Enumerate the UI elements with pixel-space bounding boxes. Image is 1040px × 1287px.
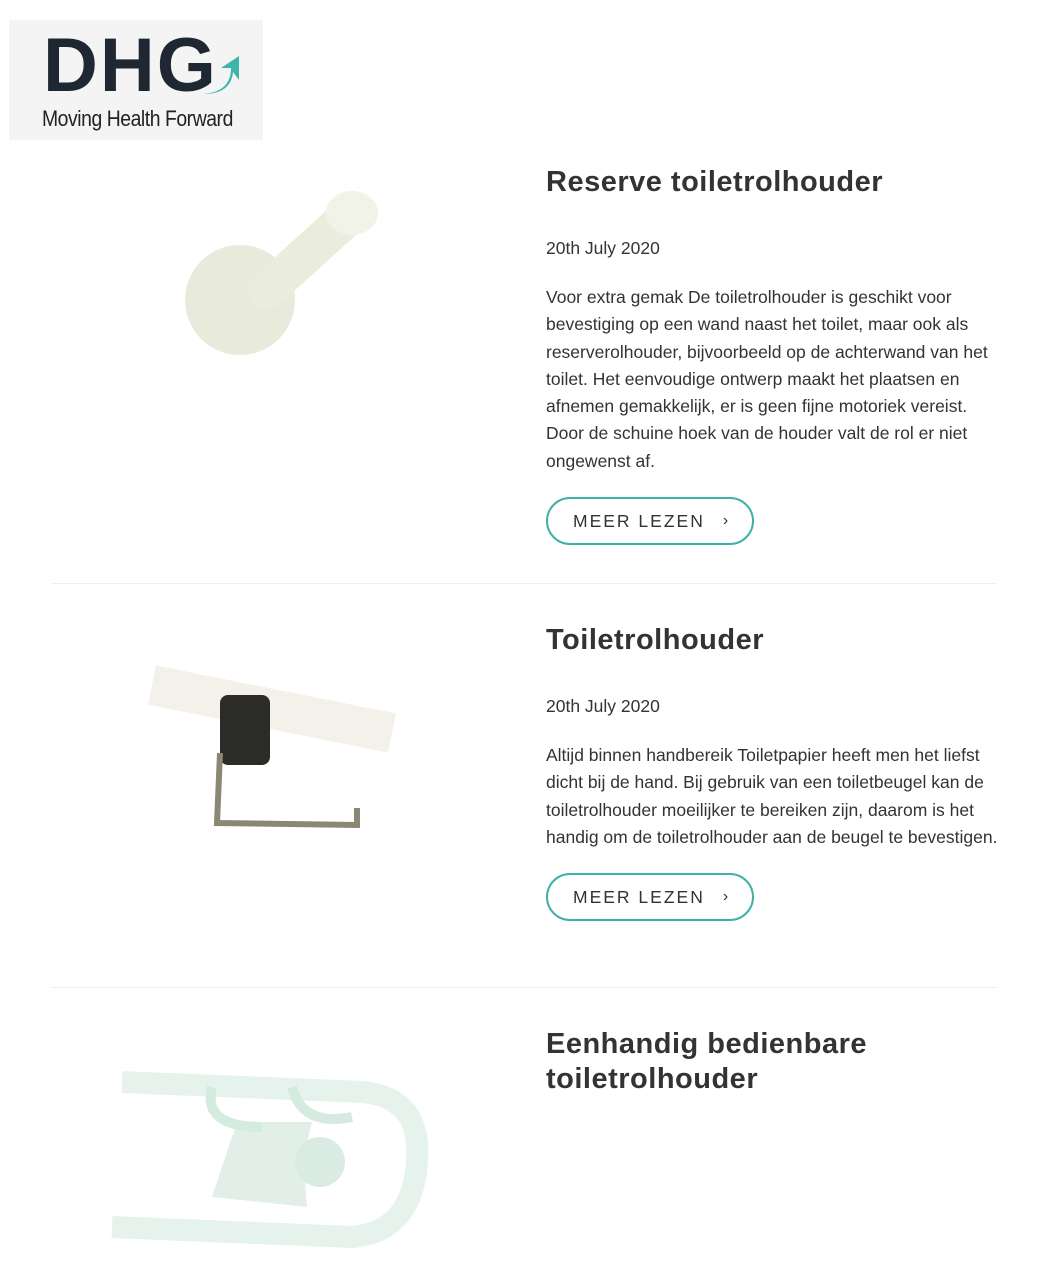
article-title[interactable]: Eenhandig bedienbare toiletrolhouder	[546, 1028, 867, 1095]
read-more-label: MEER LEZEN	[573, 510, 705, 531]
logo-tagline: Moving Health Forward	[42, 106, 233, 131]
article-title[interactable]: Reserve toiletrolhouder	[546, 166, 884, 198]
product-image-toiletrolhouder	[52, 623, 502, 883]
article-excerpt: Altijd binnen handbereik Toiletpapier heeft men het liefst dicht bij de hand. Bij gebruik van een toiletbeugel kan de toiletrolhouder moeilijker te bereiken zijn, daarom is het handig om de toiletrolhouder aan de beugel te bevestigen.	[546, 745, 998, 847]
product-image-reserve-holder	[52, 165, 502, 425]
divider	[52, 987, 997, 988]
chevron-right-icon: ›	[722, 888, 731, 906]
article-date: 20th July 2020	[546, 696, 660, 716]
chevron-right-icon: ›	[722, 512, 731, 530]
logo-letters: DHG	[43, 23, 218, 108]
read-more-button[interactable]	[546, 497, 754, 545]
article-date: 20th July 2020	[546, 238, 660, 258]
article-title[interactable]: Toiletrolhouder	[546, 624, 765, 656]
logo-arrow-icon	[201, 56, 241, 96]
product-image-eenhandig-holder	[52, 1027, 502, 1287]
article-excerpt: Voor extra gemak De toiletrolhouder is geschikt voor bevestiging op een wand naast het toilet, maar ook als reserverolhouder, bijvoorbeeld op de achterwand van het toilet. Het eenvoudige ontwerp maakt het plaatsen en afnemen gemakkelijk, er is geen fijne motoriek vereist. Door de schuine hoek van de houder valt de rol er niet ongewenst af.	[546, 287, 988, 471]
dhg-logo[interactable]	[9, 20, 263, 140]
read-more-button[interactable]	[546, 873, 754, 921]
divider	[52, 583, 997, 584]
read-more-label: MEER LEZEN	[573, 886, 705, 907]
